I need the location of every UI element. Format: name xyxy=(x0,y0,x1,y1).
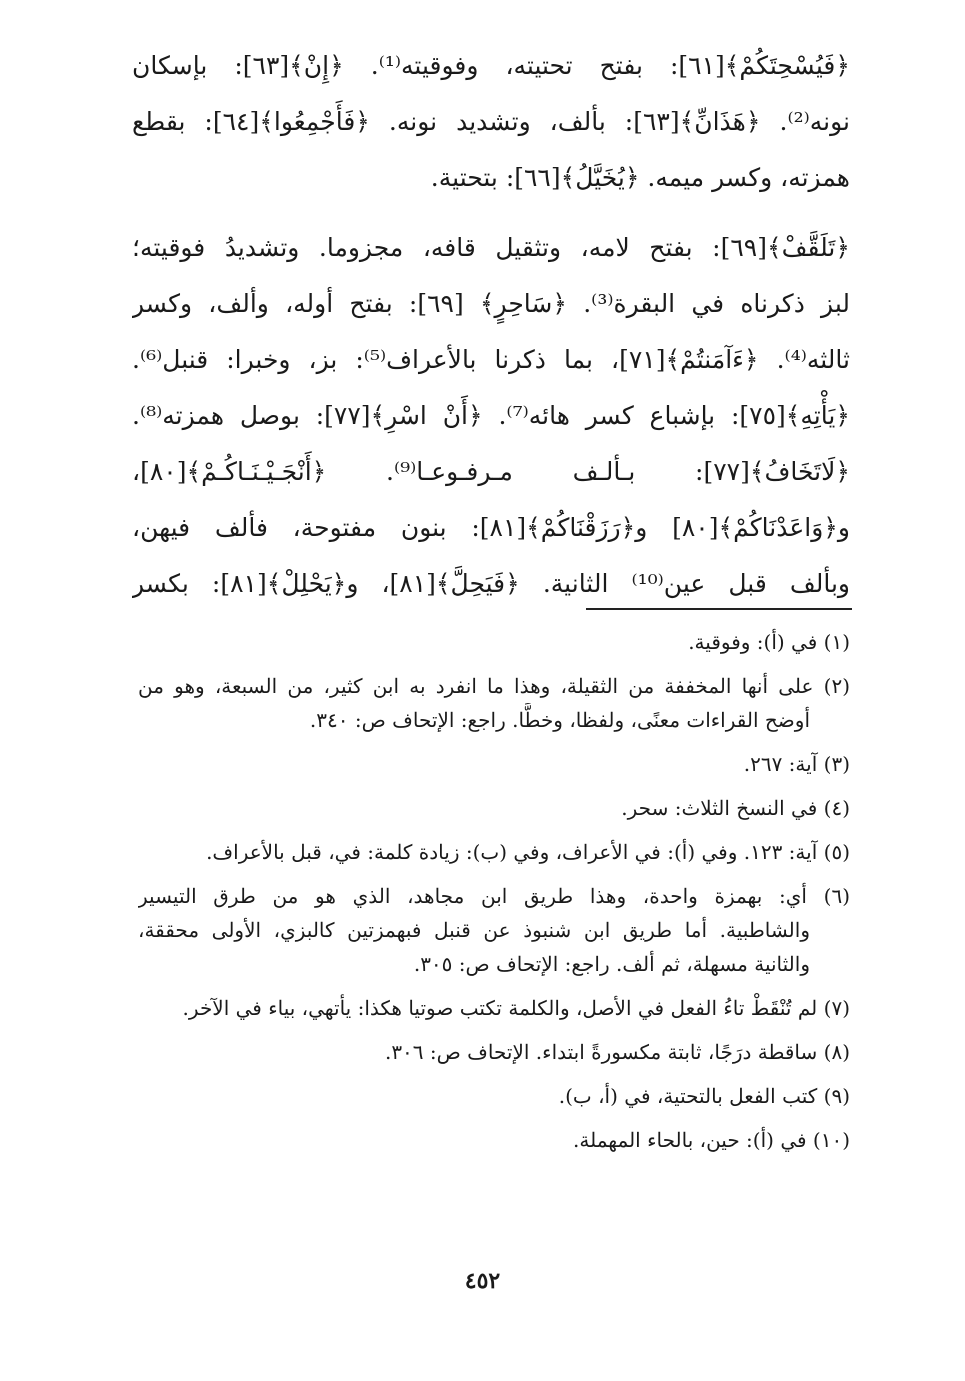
footnote-5 xyxy=(138,835,850,869)
footnote-line: (٧) لم تُنْقَطْ تاءُ الفعل في الأصل، والكلمة تكتب صوتيا هكذا: يأتهي، بياء في الآخر. xyxy=(182,996,850,1020)
page-number: ٤٥٢ xyxy=(464,1268,501,1294)
footnote-6 xyxy=(138,879,850,981)
paragraph-1 xyxy=(132,38,850,206)
footnotes xyxy=(138,625,850,1167)
text-line: ثالثه⁽⁴⁾. ﴿ءَآمَنتُمْ﴾[٧١]، بما ذكرنا بالأعراف⁽⁵⁾: بز، وخبرا: قنبل⁽⁶⁾. xyxy=(132,345,850,374)
footnote-10 xyxy=(138,1123,850,1157)
footnote-line: (٤) في النسخ الثلاث: سحر. xyxy=(621,796,850,820)
text-line: ﴿فَيُسْحِتَكُمْ﴾[٦١]: بفتح تحتيته، وفوقيته⁽¹⁾. ﴿إِنْ﴾[٦٣]: بإسكان xyxy=(132,51,850,80)
paragraph-2 xyxy=(132,220,850,612)
footnote-line: (١) في (أ): وفوقية. xyxy=(688,630,850,654)
footnote-line: والشاطبية. أما طريق ابن شنبوذ عن قنبل فبهمزتين كالبزي، الأولى محققة، xyxy=(138,918,810,942)
footnote-line: (٩) كتب الفعل بالتحتية، في (أ، ب). xyxy=(558,1084,850,1108)
footnote-7 xyxy=(138,991,850,1025)
footnote-1 xyxy=(138,625,850,659)
main-text xyxy=(132,38,850,612)
text-line: ﴿يَأْتِهِ﴾[٧٥]: بإشباع كسر هائه⁽⁷⁾. ﴿أَنْ اسْرِ﴾[٧٧]: بوصل همزته⁽⁸⁾. xyxy=(132,401,850,430)
text-line: و﴿وَاعَدْنَاكُمْ﴾[٨٠] و﴿رَزَقْنَاكُمْ﴾[٨١]: بنون مفتوحة، فألف فيهن، xyxy=(132,513,850,542)
footnote-line: (٨) ساقطة درَجًا، ثابتة مكسورةً ابتداء. الإتحاف ص: ٣٠٦. xyxy=(384,1040,850,1064)
footnote-4 xyxy=(138,791,850,825)
text-line: وبألف قبل عين⁽¹⁰⁾ الثانية. ﴿فَيَحِلَّ﴾[٨١]، و﴿يَحْلِلْ﴾[٨١]: بكسر xyxy=(132,569,850,598)
footnote-line: (٢) على أنها المخففة من الثقيلة، وهذا ما انفرد به ابن كثير، من السبعة، وهو من xyxy=(138,674,850,698)
paragraph-gap xyxy=(132,206,850,220)
footnote-line: والثانية مسهلة، ثم ألف. راجع: الإتحاف ص: ٣٠٥. xyxy=(413,952,810,976)
footnote-9 xyxy=(138,1079,850,1113)
text-line: ﴿تَلَقَّفْ﴾[٦٩]: بفتح لامه، وتثقيل قافه، مجزوما. وتشديدُ فوقيته؛ xyxy=(132,233,850,262)
footnote-2 xyxy=(138,669,850,737)
text-line: نونه⁽²⁾. ﴿هَذَانِّ﴾[٦٣]: بألف، وتشديد نونه. ﴿فَأَجْمِعُوا﴾[٦٤]: بقطع xyxy=(132,107,850,136)
text-line: ﴿لَاتَخَافُ﴾[٧٧]: بـألـف مـرفـوعـا⁽⁹⁾. ﴿أَنْجَـيْـنَـاكُـمْ﴾[٨٠]، xyxy=(132,457,850,486)
footnote-separator xyxy=(586,608,852,610)
footnote-line: (٣) آية: ٢٦٧. xyxy=(743,752,850,776)
footnote-line: (٥) آية: ١٢٣. وفي (أ): في الأعراف، وفي (ب): زيادة كلمة: في، قبل بالأعراف. xyxy=(206,840,850,864)
footnote-line: (١٠) في (أ): حين، بالحاء المهملة. xyxy=(573,1128,850,1152)
footnote-3 xyxy=(138,747,850,781)
footnote-line: (٦) أي: بهمزة واحدة، وهذا طريق ابن مجاهد، الذي هو من طرق التيسير xyxy=(138,884,850,908)
footnote-8 xyxy=(138,1035,850,1069)
text-line: همزته، وكسر ميمه. ﴿يُخَيَّلُ﴾[٦٦]: بتحتية. xyxy=(430,163,850,192)
text-line: لبز ذكرناه في البقرة⁽³⁾. ﴿سَاحِرٍ﴾ [٦٩]: بفتح أوله، وألف، وكسر xyxy=(132,289,850,318)
footnote-line: أوضح القراءات معنًى، ولفظا، وخطًّا. راجع: الإتحاف ص: ٣٤٠. xyxy=(309,708,810,732)
